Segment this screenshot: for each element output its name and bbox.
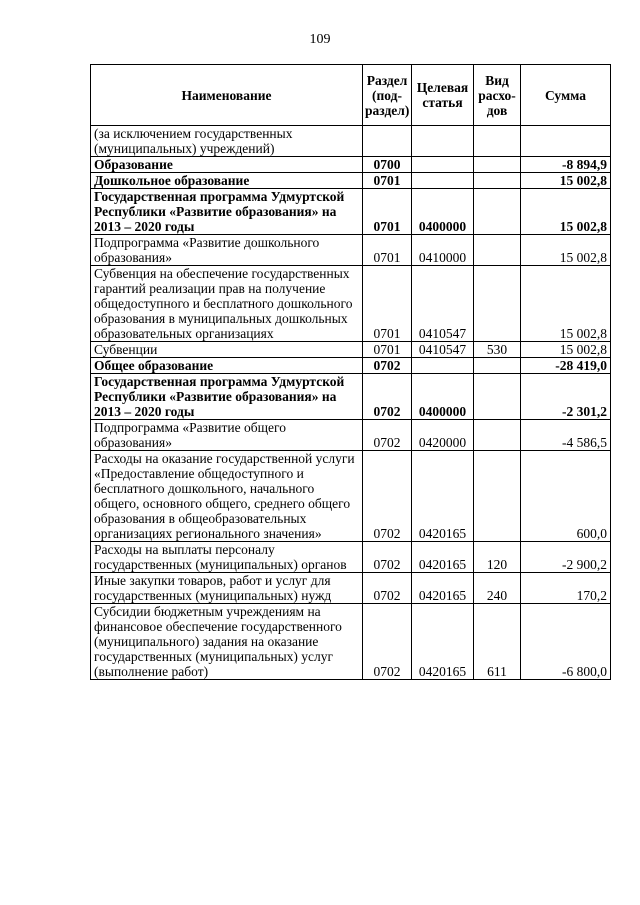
row-sum: 15 002,8 [521, 342, 611, 358]
row-kind [474, 266, 521, 342]
row-name: Подпрограмма «Развитие дошкольного образования» [91, 235, 363, 266]
row-kind [474, 358, 521, 374]
row-target: 0420165 [412, 573, 474, 604]
row-section: 0701 [363, 266, 412, 342]
table-row [91, 420, 611, 451]
row-name: Образование [91, 157, 363, 173]
row-sum: -8 894,9 [521, 157, 611, 173]
row-sum: -28 419,0 [521, 358, 611, 374]
table-row [91, 126, 611, 157]
table-row [91, 266, 611, 342]
row-sum: 15 002,8 [521, 266, 611, 342]
row-name: Дошкольное образование [91, 173, 363, 189]
table-row [91, 573, 611, 604]
budget-table [90, 64, 611, 680]
row-target: 0400000 [412, 189, 474, 235]
row-target [412, 157, 474, 173]
row-sum: 600,0 [521, 451, 611, 542]
row-sum: -4 586,5 [521, 420, 611, 451]
table-row [91, 173, 611, 189]
row-kind [474, 157, 521, 173]
table-header-row [91, 65, 611, 126]
row-target: 0420165 [412, 451, 474, 542]
row-name: Подпрограмма «Развитие общего образования» [91, 420, 363, 451]
page-number: 109 [309, 32, 331, 47]
row-section: 0701 [363, 235, 412, 266]
row-sum: 15 002,8 [521, 189, 611, 235]
row-sum: -2 900,2 [521, 542, 611, 573]
row-sum: -6 800,0 [521, 604, 611, 680]
row-kind [474, 189, 521, 235]
header-kind: Вид расхо-дов [474, 65, 521, 126]
row-target: 0410547 [412, 342, 474, 358]
row-target: 0420165 [412, 542, 474, 573]
row-kind: 120 [474, 542, 521, 573]
row-target: 0420000 [412, 420, 474, 451]
header-sum: Сумма [521, 65, 611, 126]
row-section: 0700 [363, 157, 412, 173]
row-sum: 15 002,8 [521, 173, 611, 189]
row-kind [474, 420, 521, 451]
row-section: 0701 [363, 173, 412, 189]
row-section [363, 126, 412, 157]
row-name: Субвенция на обеспечение государственных гарантий реализации прав на получение общедоступного и бесплатного дошкольного образования в муниципальных дошкольных образовательных организациях [91, 266, 363, 342]
row-name: Государственная программа Удмуртской Республики «Развитие образования» на 2013 – 2020 годы [91, 374, 363, 420]
row-target [412, 358, 474, 374]
row-section: 0701 [363, 189, 412, 235]
row-target: 0410000 [412, 235, 474, 266]
row-section: 0701 [363, 342, 412, 358]
table-row [91, 189, 611, 235]
table-row [91, 358, 611, 374]
table-row [91, 542, 611, 573]
row-kind: 530 [474, 342, 521, 358]
row-kind [474, 451, 521, 542]
row-sum: 15 002,8 [521, 235, 611, 266]
row-section: 0702 [363, 451, 412, 542]
table-row [91, 235, 611, 266]
row-section: 0702 [363, 420, 412, 451]
row-name: Расходы на выплаты персоналу государственных (муниципальных) органов [91, 542, 363, 573]
row-name: Субвенции [91, 342, 363, 358]
row-sum: -2 301,2 [521, 374, 611, 420]
header-target: Целевая статья [412, 65, 474, 126]
row-target [412, 173, 474, 189]
row-name: Субсидии бюджетным учреждениям на финансовое обеспечение государственного (муниципального) задания на оказание государственных (муниципальных) услуг (выполнение работ) [91, 604, 363, 680]
table-row [91, 374, 611, 420]
row-kind [474, 126, 521, 157]
row-name: Расходы на оказание государственной услуги «Предоставление общедоступного и бесплатного дошкольного, начального общего, основного общего, среднего общего образования в общеобразовательных организациях регионального значения» [91, 451, 363, 542]
row-sum: 170,2 [521, 573, 611, 604]
header-name: Наименование [91, 65, 363, 126]
table-row [91, 342, 611, 358]
row-section: 0702 [363, 358, 412, 374]
row-kind: 240 [474, 573, 521, 604]
row-name: Общее образование [91, 358, 363, 374]
row-target [412, 126, 474, 157]
table-row [91, 157, 611, 173]
row-section: 0702 [363, 374, 412, 420]
table-row [91, 451, 611, 542]
row-kind [474, 235, 521, 266]
row-target: 0400000 [412, 374, 474, 420]
row-name: Иные закупки товаров, работ и услуг для государственных (муниципальных) нужд [91, 573, 363, 604]
row-section: 0702 [363, 542, 412, 573]
row-target: 0410547 [412, 266, 474, 342]
row-kind: 611 [474, 604, 521, 680]
header-section: Раздел (под-раздел) [363, 65, 412, 126]
row-kind [474, 173, 521, 189]
row-sum [521, 126, 611, 157]
row-section: 0702 [363, 604, 412, 680]
row-target: 0420165 [412, 604, 474, 680]
row-section: 0702 [363, 573, 412, 604]
table-row [91, 604, 611, 680]
row-kind [474, 374, 521, 420]
row-name: (за исключением государственных (муниципальных) учреждений) [91, 126, 363, 157]
row-name: Государственная программа Удмуртской Республики «Развитие образования» на 2013 – 2020 годы [91, 189, 363, 235]
